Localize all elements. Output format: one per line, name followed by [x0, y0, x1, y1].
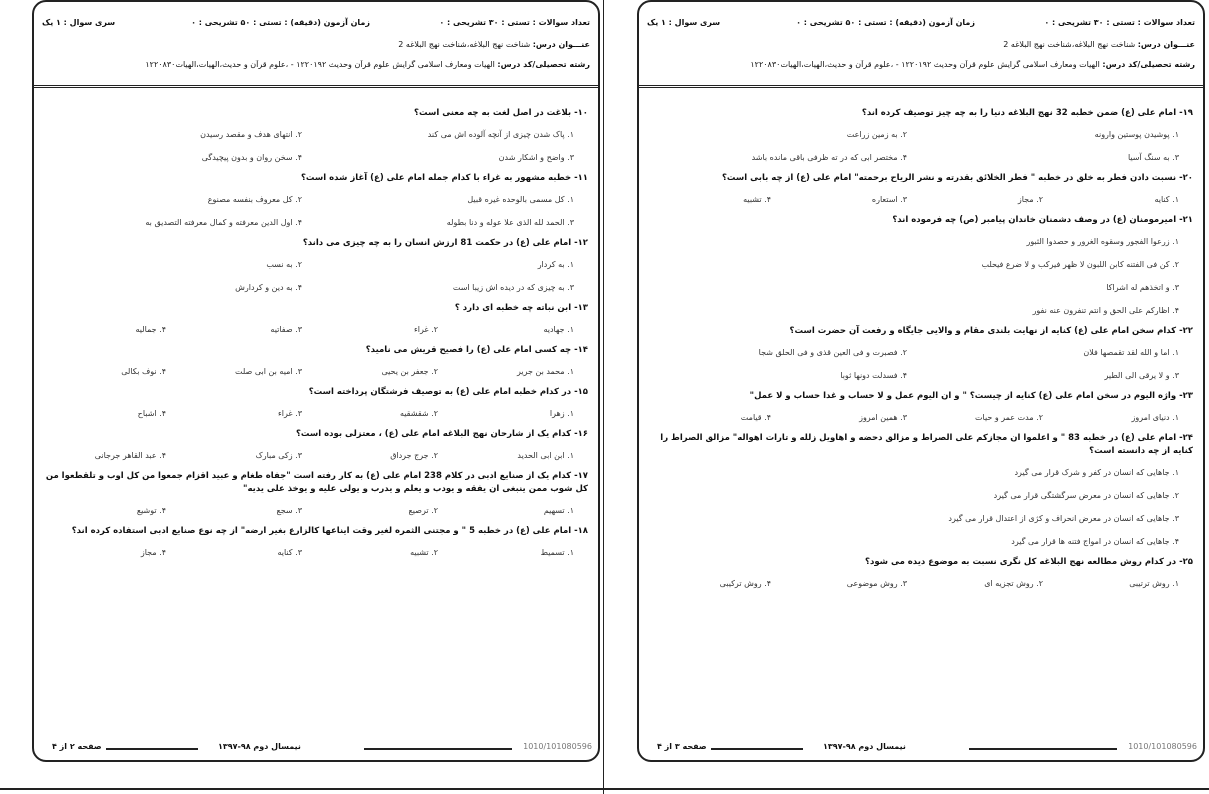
answer-option: ۱. روش ترتیبی: [1129, 579, 1179, 588]
field-code: رشته تحصیلی/کد درس: الهیات ومعارف اسلامی گرایش علوم قرآن وحدیث ۱۲۲۰۱۹۲ - ،علوم قرآن و حدیث،الهیات،الهیات۱۲۲۰۸۳۰: [145, 60, 590, 69]
question-text: ۱۵- در کدام خطبه امام علی (ع) به توصیف فرشتگان پرداخته است؟: [308, 387, 588, 397]
answer-option: ۴. جاهایی که انسان در امواج فتنه ها قرار می گیرد: [1011, 537, 1179, 546]
answer-option: ۲. به زمین زراعت: [846, 130, 907, 139]
answer-option: ۴. مجاز: [140, 548, 166, 557]
question-item: [649, 211, 1193, 322]
answer-option: ۲. جعفر بن یحیی: [381, 367, 438, 376]
page-number: صفحه ۳ از ۴: [653, 742, 711, 751]
answer-option: ۱. محمد بن جریر: [516, 367, 574, 376]
answer-option: ۱. ابن ابی الحدید: [517, 451, 574, 460]
answer-option: ۲. مدت عمر و حیات: [974, 413, 1043, 422]
question-list: [639, 104, 1203, 595]
question-item: [44, 383, 588, 425]
question-count: تعداد سوالات : تستی : ۳۰ تشریحی : ۰: [439, 18, 590, 27]
question-item: [44, 341, 588, 383]
answer-option: ۳. الحمد لله الذی علا عوله و دنا بطوله: [446, 218, 574, 227]
answer-option: ۳. جاهایی که انسان در معرض انحراف و کژی از اعتدال قرار می گیرد: [948, 514, 1179, 523]
question-count: تعداد سوالات : تستی : ۳۰ تشریحی : ۰: [1044, 18, 1195, 27]
answer-options: [44, 444, 588, 467]
answer-option: ۳. روش موضوعی: [846, 579, 907, 588]
answer-option: ۳. کنایه: [277, 548, 302, 557]
answer-option: ۲. جاهایی که انسان در معرض سرگشتگی قرار می گیرد: [993, 491, 1179, 500]
answer-option: ۴. به دین و کردارش: [235, 283, 302, 292]
page-footer: [639, 742, 1203, 756]
exam-time: زمان آزمون (دقیقه) : تستی : ۵۰ تشریحی : ۰: [796, 18, 975, 27]
answer-option: ۳. زکی مبارک: [255, 451, 302, 460]
answer-options: [649, 406, 1193, 429]
answer-option: ۴. اظارکم علی الحق و انتم تنفرون عنه نفور: [1032, 306, 1179, 315]
question-item: [44, 522, 588, 564]
question-text: ۲۰- نسبت دادن فطر به خلق در خطبه " فطر الخلائق بقدرته و نشر الریاح برحمته" امام علی (ع) از چه بابی است؟: [722, 173, 1193, 183]
answer-options: [44, 541, 588, 564]
answer-option: ۴. فسدلت دونها ثوبا: [840, 371, 907, 380]
question-text: ۱۰- بلاغت در اصل لغت به چه معنی است؟: [414, 108, 588, 118]
answer-option: ۴. اشباح: [137, 409, 166, 418]
answer-option: ۱. پوشیدن پوستین وارونه: [1094, 130, 1179, 139]
answer-option: ۲. کن فی الفتنه کابن اللبون لا ظهر فیرکب و لا ضرع فیحلب: [981, 260, 1179, 269]
answer-option: ۱. جهادیه: [543, 325, 574, 334]
field-code: رشته تحصیلی/کد درس: الهیات ومعارف اسلامی گرایش علوم قرآن وحدیث ۱۲۲۰۱۹۲ - ،علوم قرآن و حدیث،الهیات،الهیات۱۲۲۰۸۳۰: [750, 60, 1195, 69]
question-text: ۲۴- امام علی (ع) در خطبه 83 " و اعلموا ان مجازکم علی الصراط و مزالق دحضه و اهاویل زلله و تارات اهواله" مزالق الصراط را کنایه از چه دانسته است؟: [660, 433, 1193, 456]
term-label: نیمسال دوم ۹۸-۱۳۹۷: [214, 742, 305, 751]
answer-options: [649, 572, 1193, 595]
answer-option: ۳. امیه بن ابی صلت: [235, 367, 302, 376]
exam-code: 1010/101080596: [1128, 742, 1197, 751]
answer-options: [44, 253, 588, 299]
answer-option: ۲. روش تجزیه ای: [984, 579, 1043, 588]
answer-option: ۱. زرعوا الفجور وسقوه الغرور و حصدوا الثبور: [1026, 237, 1179, 246]
exam-code: 1010/101080596: [523, 742, 592, 751]
question-item: [649, 553, 1193, 595]
page-header: [34, 2, 598, 88]
question-item: [649, 429, 1193, 553]
answer-option: ۱. کل مسمی بالوحده غیره قبیل: [467, 195, 574, 204]
question-item: [44, 425, 588, 467]
answer-option: ۲. انتهای هدف و مقصد رسیدن: [200, 130, 302, 139]
answer-option: ۱. تسهیم: [543, 506, 574, 515]
question-item: [649, 104, 1193, 169]
exam-page-2: [32, 0, 600, 762]
answer-options: [649, 461, 1193, 553]
answer-option: ۲. مجاز: [1017, 195, 1043, 204]
page-number: صفحه ۲ از ۴: [48, 742, 106, 751]
question-text: ۲۵- در کدام روش مطالعه نهج البلاغه کل نگری نسبت به موضوع دیده می شود؟: [865, 557, 1193, 567]
answer-options: [649, 341, 1193, 387]
answer-option: ۲. جرج جرداق: [390, 451, 438, 460]
question-text: ۲۲- کدام سخن امام علی (ع) کنایه از نهایت بلندی مقام و والایی جایگاه و رفعت آن حضرت است؟: [789, 326, 1193, 336]
question-item: [44, 234, 588, 299]
answer-option: ۳. به چیزی که در دیده اش زیبا است: [452, 283, 574, 292]
question-item: [44, 467, 588, 522]
answer-option: ۳. و لا یرقی الی الطیر: [1104, 371, 1179, 380]
answer-options: [44, 123, 588, 169]
answer-option: ۴. عبد القاهر جرجانی: [94, 451, 166, 460]
answer-option: ۲. شقشقیه: [399, 409, 438, 418]
answer-option: ۲. کل معروف بنفسه مصنوع: [207, 195, 302, 204]
question-series: سری سوال : ۱ یک: [42, 18, 116, 27]
course-title: عنـــوان درس: شناخت نهج البلاغه،شناخت نهج البلاغه 2: [398, 40, 590, 49]
question-item: [649, 387, 1193, 429]
answer-option: ۲. غراء: [414, 325, 438, 334]
answer-option: ۳. همین امروز: [859, 413, 907, 422]
answer-option: ۳. واضح و اشکار شدن: [498, 153, 574, 162]
answer-option: ۴. جمالیه: [135, 325, 166, 334]
answer-option: ۳. غراء: [278, 409, 302, 418]
term-label: نیمسال دوم ۹۸-۱۳۹۷: [819, 742, 910, 751]
page-header: [639, 2, 1203, 88]
answer-options: [649, 230, 1193, 322]
question-text: ۱۲- امام علی (ع) در حکمت 81 ارزش انسان را به چه چیزی می داند؟: [302, 238, 588, 248]
answer-options: [44, 318, 588, 341]
answer-option: ۳. استعاره: [871, 195, 907, 204]
question-item: [649, 322, 1193, 387]
answer-options: [44, 402, 588, 425]
question-text: ۱۳- ابن نباته چه خطبه ای دارد ؟: [454, 303, 588, 313]
answer-option: ۱. به کردار: [537, 260, 574, 269]
answer-options: [44, 188, 588, 234]
center-divider: [603, 0, 604, 794]
answer-option: ۱. زهرا: [549, 409, 574, 418]
answer-option: ۱. کنایه: [1154, 195, 1179, 204]
exam-page-3: [637, 0, 1205, 762]
question-series: سری سوال : ۱ یک: [647, 18, 721, 27]
answer-option: ۳. به سنگ آسیا: [1127, 153, 1179, 162]
answer-option: ۱. جاهایی که انسان در کفر و شرک قرار می گیرد: [1014, 468, 1179, 477]
answer-option: ۲. تشبیه: [410, 548, 438, 557]
answer-option: ۲. فصبرت و فی العین قذی و فی الحلق شجا: [758, 348, 907, 357]
question-list: [34, 104, 598, 564]
answer-option: ۳. و اتخذهم له اشراکا: [1106, 283, 1179, 292]
answer-option: ۱. دنیای امروز: [1131, 413, 1179, 422]
answer-option: ۳. سجع: [276, 506, 302, 515]
answer-option: ۴. قیامت: [740, 413, 771, 422]
answer-option: ۲. ترصیع: [408, 506, 438, 515]
answer-option: ۱. پاک شدن چیزی از آنچه آلوده اش می کند: [427, 130, 574, 139]
answer-option: ۴. روش ترکیبی: [719, 579, 771, 588]
answer-options: [44, 499, 588, 522]
answer-option: ۴. اول الدین معرفته و کمال معرفته التصدیق به: [145, 218, 302, 227]
course-title: عنـــوان درس: شناخت نهج البلاغه،شناخت نهج البلاغه 2: [1003, 40, 1195, 49]
answer-option: ۴. مختصر ابی که در ته ظرفی باقی مانده باشد: [751, 153, 907, 162]
answer-options: [649, 123, 1193, 169]
question-text: ۱۱- خطبه مشهور به غراء با کدام جمله امام علی (ع) آغاز شده است؟: [300, 173, 588, 183]
question-text: ۱۶- کدام یک از شارحان نهج البلاغه امام علی (ع) ، معتزلی بوده است؟: [295, 429, 588, 439]
question-item: [44, 104, 588, 169]
answer-option: ۲. به نسب: [266, 260, 302, 269]
answer-option: ۴. توشیع: [136, 506, 166, 515]
question-text: ۲۳- واژه الیوم در سخن امام علی (ع) کنایه از چیست؟ " و ان الیوم عمل و لا حساب و غدا حساب و لا عمل": [749, 391, 1193, 401]
question-text: ۱۸- امام علی (ع) در خطبه 5 " و مجتنی الثمره لغیر وقت ایناعها کالزارع بغیر ارضه" از چه نوع صنایع ادبی استفاده کرده اند؟: [71, 526, 588, 536]
page-footer: [34, 742, 598, 756]
answer-option: ۳. صفاتیه: [270, 325, 302, 334]
question-text: ۱۹- امام علی (ع) ضمن خطبه 32 نهج البلاغه دنیا را به چه چیز توصیف کرده اند؟: [861, 108, 1193, 118]
question-item: [44, 169, 588, 234]
question-text: ۱۴- چه کسی امام علی (ع) را فصیح قریش می نامید؟: [365, 345, 588, 355]
bottom-divider: [0, 788, 1209, 790]
answer-option: ۴. نوف بکالی: [121, 367, 166, 376]
question-item: [649, 169, 1193, 211]
answer-option: ۴. تشبیه: [743, 195, 771, 204]
answer-options: [44, 360, 588, 383]
answer-option: ۱. تسمیط: [540, 548, 574, 557]
question-item: [44, 299, 588, 341]
answer-option: ۴. سخن روان و بدون پیچیدگی: [201, 153, 302, 162]
answer-option: ۱. اما و الله لقد تقمصها فلان: [1083, 348, 1179, 357]
exam-time: زمان آزمون (دقیقه) : تستی : ۵۰ تشریحی : ۰: [191, 18, 370, 27]
answer-options: [649, 188, 1193, 211]
question-text: ۱۷- کدام یک از صنایع ادبی در کلام 238 امام علی (ع) به کار رفته است "جفاه طغام و عبید اقزام جمعوا من کل اوب و تلقطعوا من کل شوب ممن ینبغی ان یفقه و یودب و یعلم و یدرب و یولی علیه و یوخذ علی یدیه": [45, 471, 588, 494]
question-text: ۲۱- امیرمومنان (ع) در وصف دشمنان خاندان پیامبر (ص) چه فرموده اند؟: [892, 215, 1193, 225]
